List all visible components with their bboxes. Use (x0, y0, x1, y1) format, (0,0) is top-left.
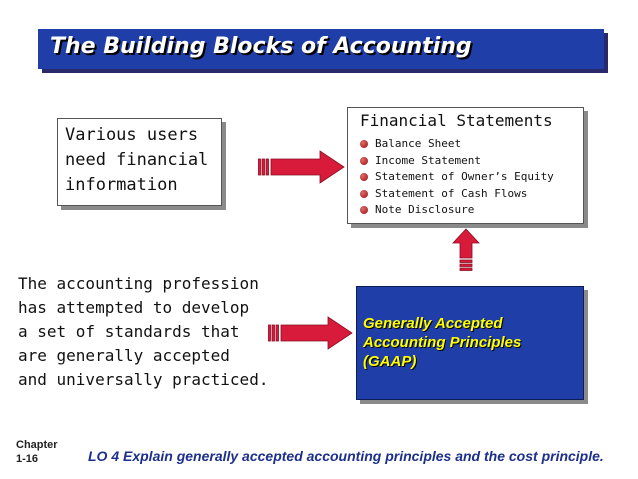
list-item-label: Income Statement (375, 153, 481, 167)
users-line: need financial (65, 150, 209, 170)
list-item-label: Statement of Owner’s Equity (375, 170, 554, 183)
gaap-line: (GAAP) (363, 353, 417, 370)
profession-line: and universally practiced. (18, 370, 269, 389)
bullet-icon (360, 140, 368, 148)
chapter-label (16, 438, 58, 466)
list-item (358, 169, 554, 186)
chapter-line: Chapter (16, 439, 58, 451)
gaap-text (363, 314, 521, 371)
gaap-line: Accounting Principles (363, 334, 522, 351)
financial-statements-title: Financial Statements (360, 111, 553, 130)
list-item (358, 202, 554, 219)
profession-line: are generally accepted (18, 346, 230, 365)
list-item-label: Statement of Cash Flows (375, 186, 528, 200)
gaap-line: Generally Accepted (363, 315, 503, 332)
arrow-right-icon (268, 316, 354, 350)
profession-line: has attempted to develop (18, 298, 250, 317)
list-item (358, 186, 554, 203)
users-line: information (65, 175, 178, 195)
bullet-icon (360, 157, 368, 165)
users-text (65, 123, 220, 198)
bullet-icon (360, 206, 368, 214)
users-line: Various users (65, 125, 199, 145)
list-item-label: Note Disclosure (375, 203, 475, 216)
arrow-right-icon (258, 150, 346, 184)
financial-statements-list (358, 136, 554, 219)
slide-title: The Building Blocks of Accounting (50, 34, 472, 59)
arrow-up-icon (452, 228, 480, 272)
list-item-label: Balance Sheet (375, 137, 462, 150)
bullet-icon (360, 190, 368, 198)
chapter-line: 1-16 (16, 453, 39, 465)
list-item (358, 136, 554, 153)
learning-objective: LO 4 Explain generally accepted accounting principles and the cost principle. (88, 448, 604, 464)
list-item (358, 153, 554, 170)
bullet-icon (360, 173, 368, 181)
profession-text (18, 272, 268, 392)
profession-line: a set of standards that (18, 322, 240, 341)
profession-line: The accounting profession (18, 274, 259, 293)
